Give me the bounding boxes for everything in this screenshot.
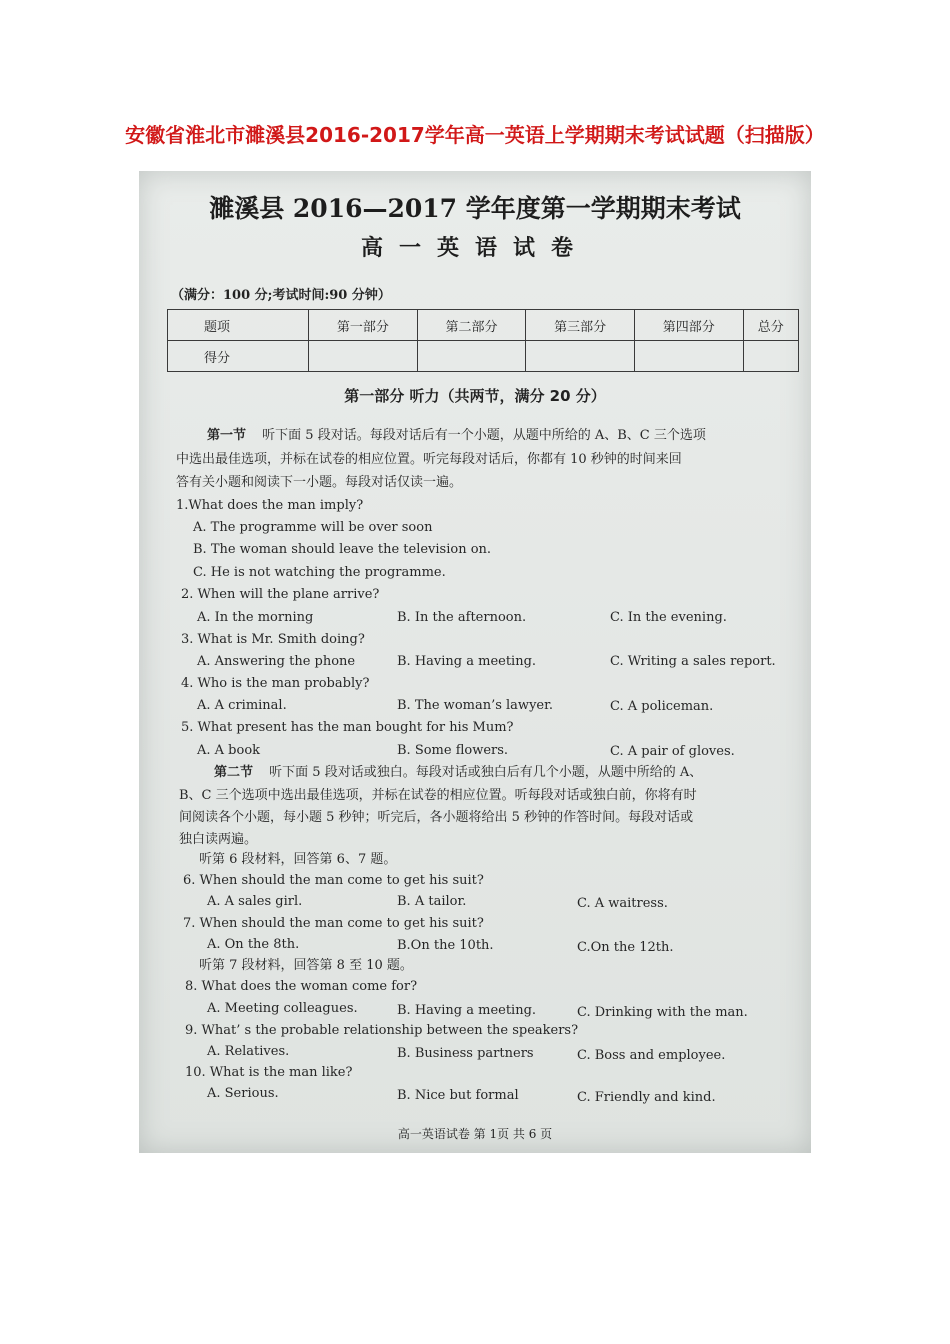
section2-instruction: 独白读两遍。 xyxy=(179,832,258,847)
section1-instruction: 中选出最佳选项，并标在试卷的相应位置。听完每段对话后，你都有 10 秒钟的时间来回 xyxy=(176,452,682,467)
q9-option-c: C. Boss and employee. xyxy=(577,1048,726,1063)
q5-option-b: B. Some flowers. xyxy=(397,743,509,758)
q5-option-a: A. A book xyxy=(197,743,261,758)
q2-option-b: B. In the afternoon. xyxy=(397,610,527,625)
exam-subtitle: 高一英语试卷 xyxy=(360,235,589,261)
q1-option-c: C. He is not watching the programme. xyxy=(193,565,446,580)
q6-option-c: C. A waitress. xyxy=(577,896,668,911)
score-cell xyxy=(417,341,526,372)
q2-option-c: C. In the evening. xyxy=(610,610,727,625)
q9-option-a: A. Relatives. xyxy=(207,1044,290,1059)
q3-option-b: B. Having a meeting. xyxy=(397,654,537,669)
material-7-note: 听第 7 段材料，回答第 8 至 10 题。 xyxy=(199,958,413,973)
section2-instruction: 听下面 5 段对话或独白。每段对话或独白后有几个小题，从题中所给的 A、 xyxy=(269,765,703,780)
section1-instruction: 答有关小题和阅读下一小题。每段对话仅读一遍。 xyxy=(176,475,463,490)
question-4: 4. Who is the man probably? xyxy=(181,676,370,691)
q3-option-a: A. Answering the phone xyxy=(197,654,356,669)
q10-option-c: C. Friendly and kind. xyxy=(577,1090,716,1105)
section2-instruction: 间阅读各个小题，每小题 5 秒钟；听完后，各小题将给出 5 秒钟的作答时间。每段对话或 xyxy=(179,810,694,825)
score-header-cell: 第二部分 xyxy=(417,310,526,341)
score-header-cell: 第四部分 xyxy=(634,310,743,341)
q7-option-b: B.On the 10th. xyxy=(397,938,494,953)
score-cell xyxy=(743,341,798,372)
exam-title: 濉溪县 2016—2017 学年度第一学期期末考试 xyxy=(209,194,741,223)
q9-option-b: B. Business partners xyxy=(397,1046,534,1061)
q4-option-b: B. The woman’s lawyer. xyxy=(397,698,554,713)
q7-option-a: A. On the 8th. xyxy=(207,937,300,952)
q1-option-b: B. The woman should leave the television on. xyxy=(193,542,492,557)
score-header-cell: 题项 xyxy=(168,310,309,341)
question-3: 3. What is Mr. Smith doing? xyxy=(181,632,365,647)
score-header-cell: 第一部分 xyxy=(309,310,418,341)
q1-option-a: A. The programme will be over soon xyxy=(193,520,433,535)
score-table-header-row xyxy=(168,310,799,341)
q4-option-c: C. A policeman. xyxy=(610,699,714,714)
section2-instruction: B、C 三个选项中选出最佳选项，并标在试卷的相应位置。听每段对话或独白前，你将有时 xyxy=(179,788,697,803)
q6-option-b: B. A tailor. xyxy=(397,894,467,909)
score-header-cell: 第三部分 xyxy=(526,310,635,341)
question-8: 8. What does the woman come for? xyxy=(185,979,418,994)
q7-option-c: C.On the 12th. xyxy=(577,940,674,955)
q6-option-a: A. A sales girl. xyxy=(207,894,303,909)
score-table-score-row xyxy=(168,341,799,372)
part1-title: 第一部分 听力（共两节，满分 20 分） xyxy=(344,387,606,405)
score-cell xyxy=(634,341,743,372)
question-5: 5. What present has the man bought for his Mum? xyxy=(181,720,514,735)
q3-option-c: C. Writing a sales report. xyxy=(610,654,776,669)
score-row-label: 得分 xyxy=(168,341,309,372)
question-7: 7. When should the man come to get his suit? xyxy=(183,916,484,931)
q8-option-c: C. Drinking with the man. xyxy=(577,1005,748,1020)
q4-option-a: A. A criminal. xyxy=(197,698,287,713)
question-10: 10. What is the man like? xyxy=(185,1065,353,1080)
q2-option-a: A. In the morning xyxy=(197,610,314,625)
score-cell xyxy=(309,341,418,372)
q8-option-a: A. Meeting colleagues. xyxy=(207,1001,358,1016)
question-2: 2. When will the plane arrive? xyxy=(181,587,380,602)
section1-instruction: 听下面 5 段对话。每段对话后有一个小题，从题中所给的 A、B、C 三个选项 xyxy=(262,428,706,443)
score-table xyxy=(167,309,799,372)
question-6: 6. When should the man come to get his suit? xyxy=(183,873,484,888)
section1-label: 第一节 xyxy=(207,428,247,443)
scanned-exam-page xyxy=(139,171,811,1153)
q5-option-c: C. A pair of gloves. xyxy=(610,744,735,759)
section2-label: 第二节 xyxy=(214,765,254,780)
score-header-cell: 总分 xyxy=(743,310,798,341)
q10-option-a: A. Serious. xyxy=(207,1086,279,1101)
document-title: 安徽省淮北市濉溪县2016-2017学年高一英语上学期期末考试试题（扫描版） xyxy=(125,123,825,147)
page-footer: 高一英语试卷 第 1页 共 6 页 xyxy=(397,1127,553,1141)
q10-option-b: B. Nice but formal xyxy=(397,1088,519,1103)
question-9: 9. What’ s the probable relationship between the speakers? xyxy=(185,1023,579,1038)
q8-option-b: B. Having a meeting. xyxy=(397,1003,537,1018)
material-6-note: 听第 6 段材料，回答第 6、7 题。 xyxy=(199,852,397,867)
score-info: （满分：100 分;考试时间:90 分钟） xyxy=(171,288,391,303)
score-cell xyxy=(526,341,635,372)
question-1: 1.What does the man imply? xyxy=(176,498,364,513)
